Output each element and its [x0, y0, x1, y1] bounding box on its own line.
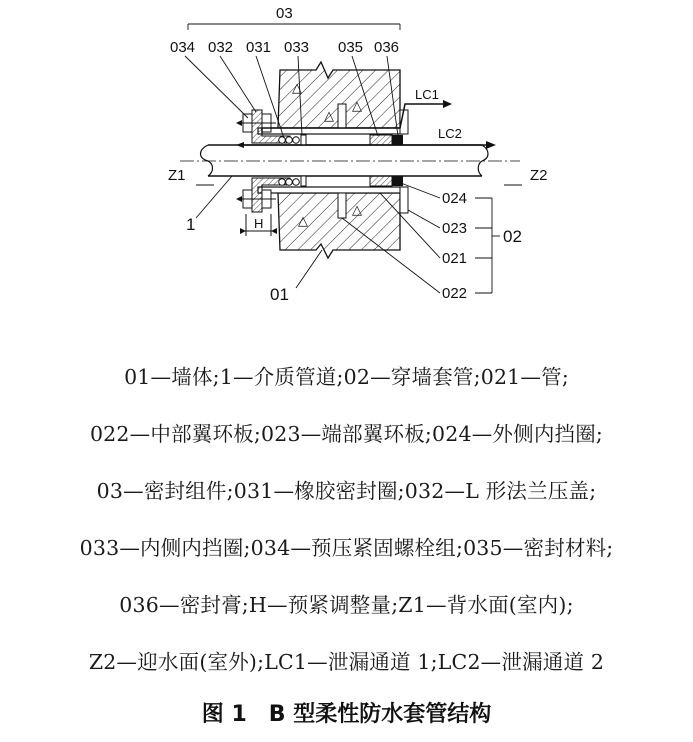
svg-text:△: △	[292, 80, 302, 95]
legend-line-6: Z2—迎水面(室外);LC1—泄漏通道 1;LC2—泄漏通道 2	[88, 650, 605, 674]
label-021: 021	[442, 250, 468, 267]
svg-text:△: △	[352, 98, 362, 113]
sealing-material	[370, 135, 392, 186]
legend-line-1: 01—墙体;1—介质管道;02—穿墙套管;021—管;	[124, 365, 569, 389]
svg-text:△: △	[324, 108, 334, 123]
label-023: 023	[442, 220, 468, 237]
sealant-paste	[392, 135, 403, 186]
label-031: 031	[246, 39, 272, 56]
label-03: 03	[276, 5, 293, 22]
label-01: 01	[270, 285, 289, 304]
legend-line-5: 036—密封膏;H—预紧调整量;Z1—背水面(室内);	[119, 593, 574, 617]
label-lc2: LC2	[438, 126, 462, 141]
label-024: 024	[442, 190, 468, 207]
label-022: 022	[442, 285, 468, 302]
legend-line-2: 022—中部翼环板;023—端部翼环板;024—外侧内挡圈;	[89, 422, 604, 446]
legend-line-4: 033—内侧内挡圈;034—预压紧固螺栓组;035—密封材料;	[79, 536, 614, 560]
figure-caption: 图 1 B 型柔性防水套管结构	[201, 702, 492, 727]
label-02: 02	[503, 227, 522, 246]
label-036: 036	[374, 39, 400, 56]
label-033: 033	[284, 39, 310, 56]
label-h: H	[254, 216, 264, 231]
label-035: 035	[338, 39, 364, 56]
label-lc1: LC1	[415, 87, 439, 102]
medium-pipe	[180, 145, 520, 176]
svg-text:△: △	[352, 202, 362, 217]
legend-line-3: 03—密封组件;031—橡胶密封圈;032—L 形法兰压盖;	[96, 479, 597, 503]
label-1: 1	[186, 215, 196, 234]
label-z1: Z1	[168, 167, 186, 184]
label-z2: Z2	[530, 167, 548, 184]
pipe-sleeve-diagram	[0, 0, 693, 330]
label-034: 034	[170, 39, 196, 56]
inner-retainer	[301, 135, 306, 186]
label-032: 032	[208, 39, 234, 56]
svg-text:△: △	[298, 213, 308, 228]
